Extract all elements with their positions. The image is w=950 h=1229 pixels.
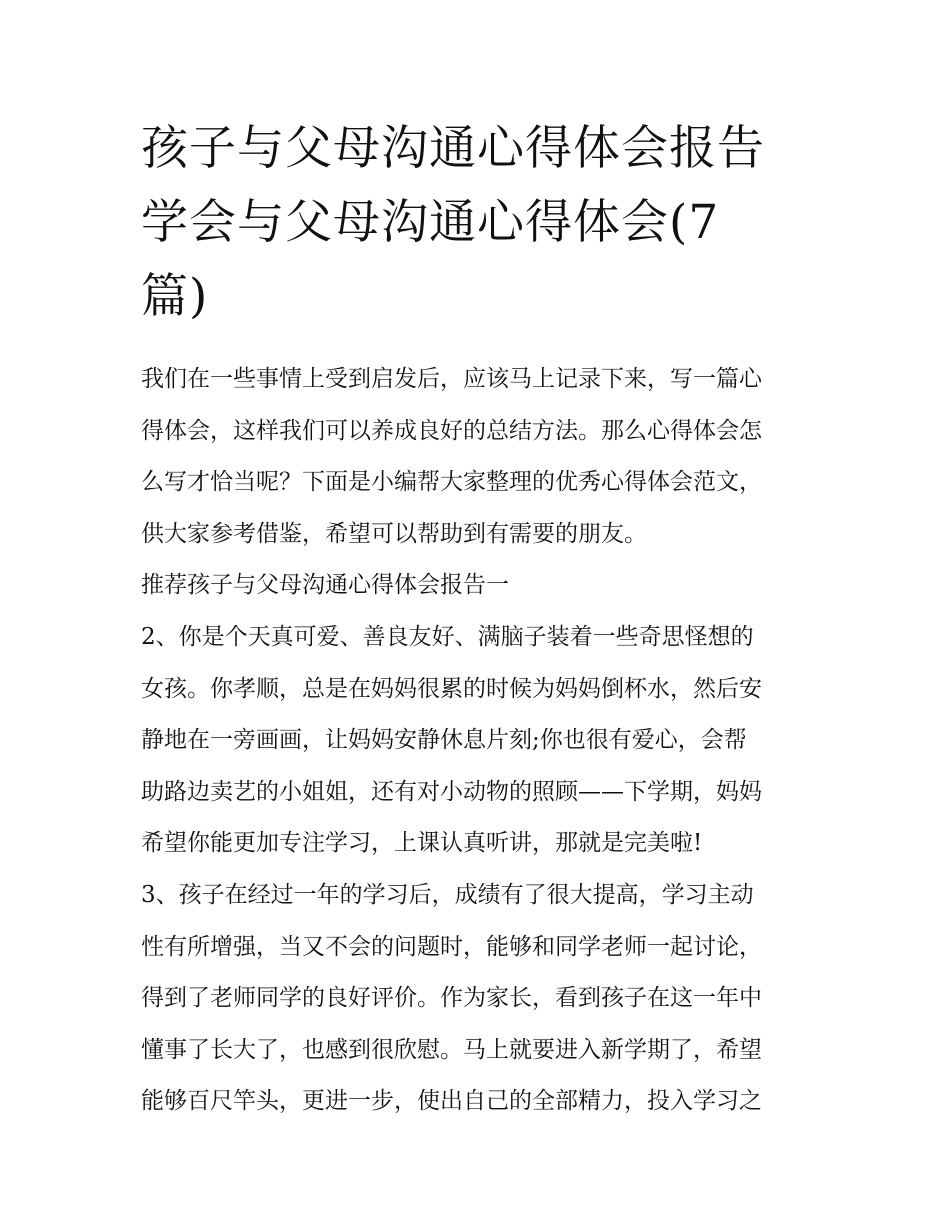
title-line: 孩子与父母沟通心得体会报告 bbox=[141, 121, 765, 176]
text-line: 2、你是个天真可爱、善良友好、满脑子装着一些奇思怪想的 bbox=[141, 623, 754, 650]
text-line: 我们在一些事情上受到启发后，应该马上记录下来，写一篇心 bbox=[141, 366, 762, 392]
text-line: 么写才恰当呢？下面是小编帮大家整理的优秀心得体会范文， bbox=[141, 469, 762, 496]
paragraph-item-2 bbox=[141, 612, 821, 870]
text-line: 能够百尺竿头，更进一步，使出自己的全部精力，投入学习之 bbox=[141, 1088, 762, 1115]
text-line: 得体会，这样我们可以养成良好的总结方法。那么心得体会怎 bbox=[141, 417, 762, 444]
paragraph-item-3 bbox=[141, 870, 821, 1128]
document-body bbox=[141, 354, 821, 1128]
text-line: 助路边卖艺的小姐姐，还有对小动物的照顾——下学期，妈妈 bbox=[141, 778, 762, 805]
text-line: 希望你能更加专注学习，上课认真听讲，那就是完美啦! bbox=[141, 830, 703, 857]
intro-paragraph bbox=[141, 354, 821, 560]
text-line: 女孩。你孝顺，总是在妈妈很累的时候为妈妈倒杯水，然后安 bbox=[141, 675, 762, 702]
section-heading bbox=[141, 560, 821, 612]
text-line: 静地在一旁画画，让妈妈安静休息片刻;你也很有爱心，会帮 bbox=[141, 727, 747, 754]
document-page bbox=[141, 112, 821, 1128]
title-line: 学会与父母沟通心得体会(7 bbox=[141, 195, 720, 250]
title-line: 篇) bbox=[141, 269, 209, 324]
text-line: 3、孩子在经过一年的学习后，成绩有了很大提高，学习主动 bbox=[141, 881, 754, 908]
text-line: 得到了老师同学的良好评价。作为家长，看到孩子在这一年中 bbox=[141, 985, 762, 1012]
text-line: 性有所增强，当又不会的问题时，能够和同学老师一起讨论， bbox=[141, 933, 762, 960]
text-line: 推荐孩子与父母沟通心得体会报告一 bbox=[141, 572, 509, 599]
text-line: 供大家参考借鉴，希望可以帮助到有需要的朋友。 bbox=[141, 520, 647, 547]
text-line: 懂事了长大了，也感到很欣慰。马上就要进入新学期了，希望 bbox=[141, 1036, 762, 1063]
document-title bbox=[141, 112, 821, 334]
